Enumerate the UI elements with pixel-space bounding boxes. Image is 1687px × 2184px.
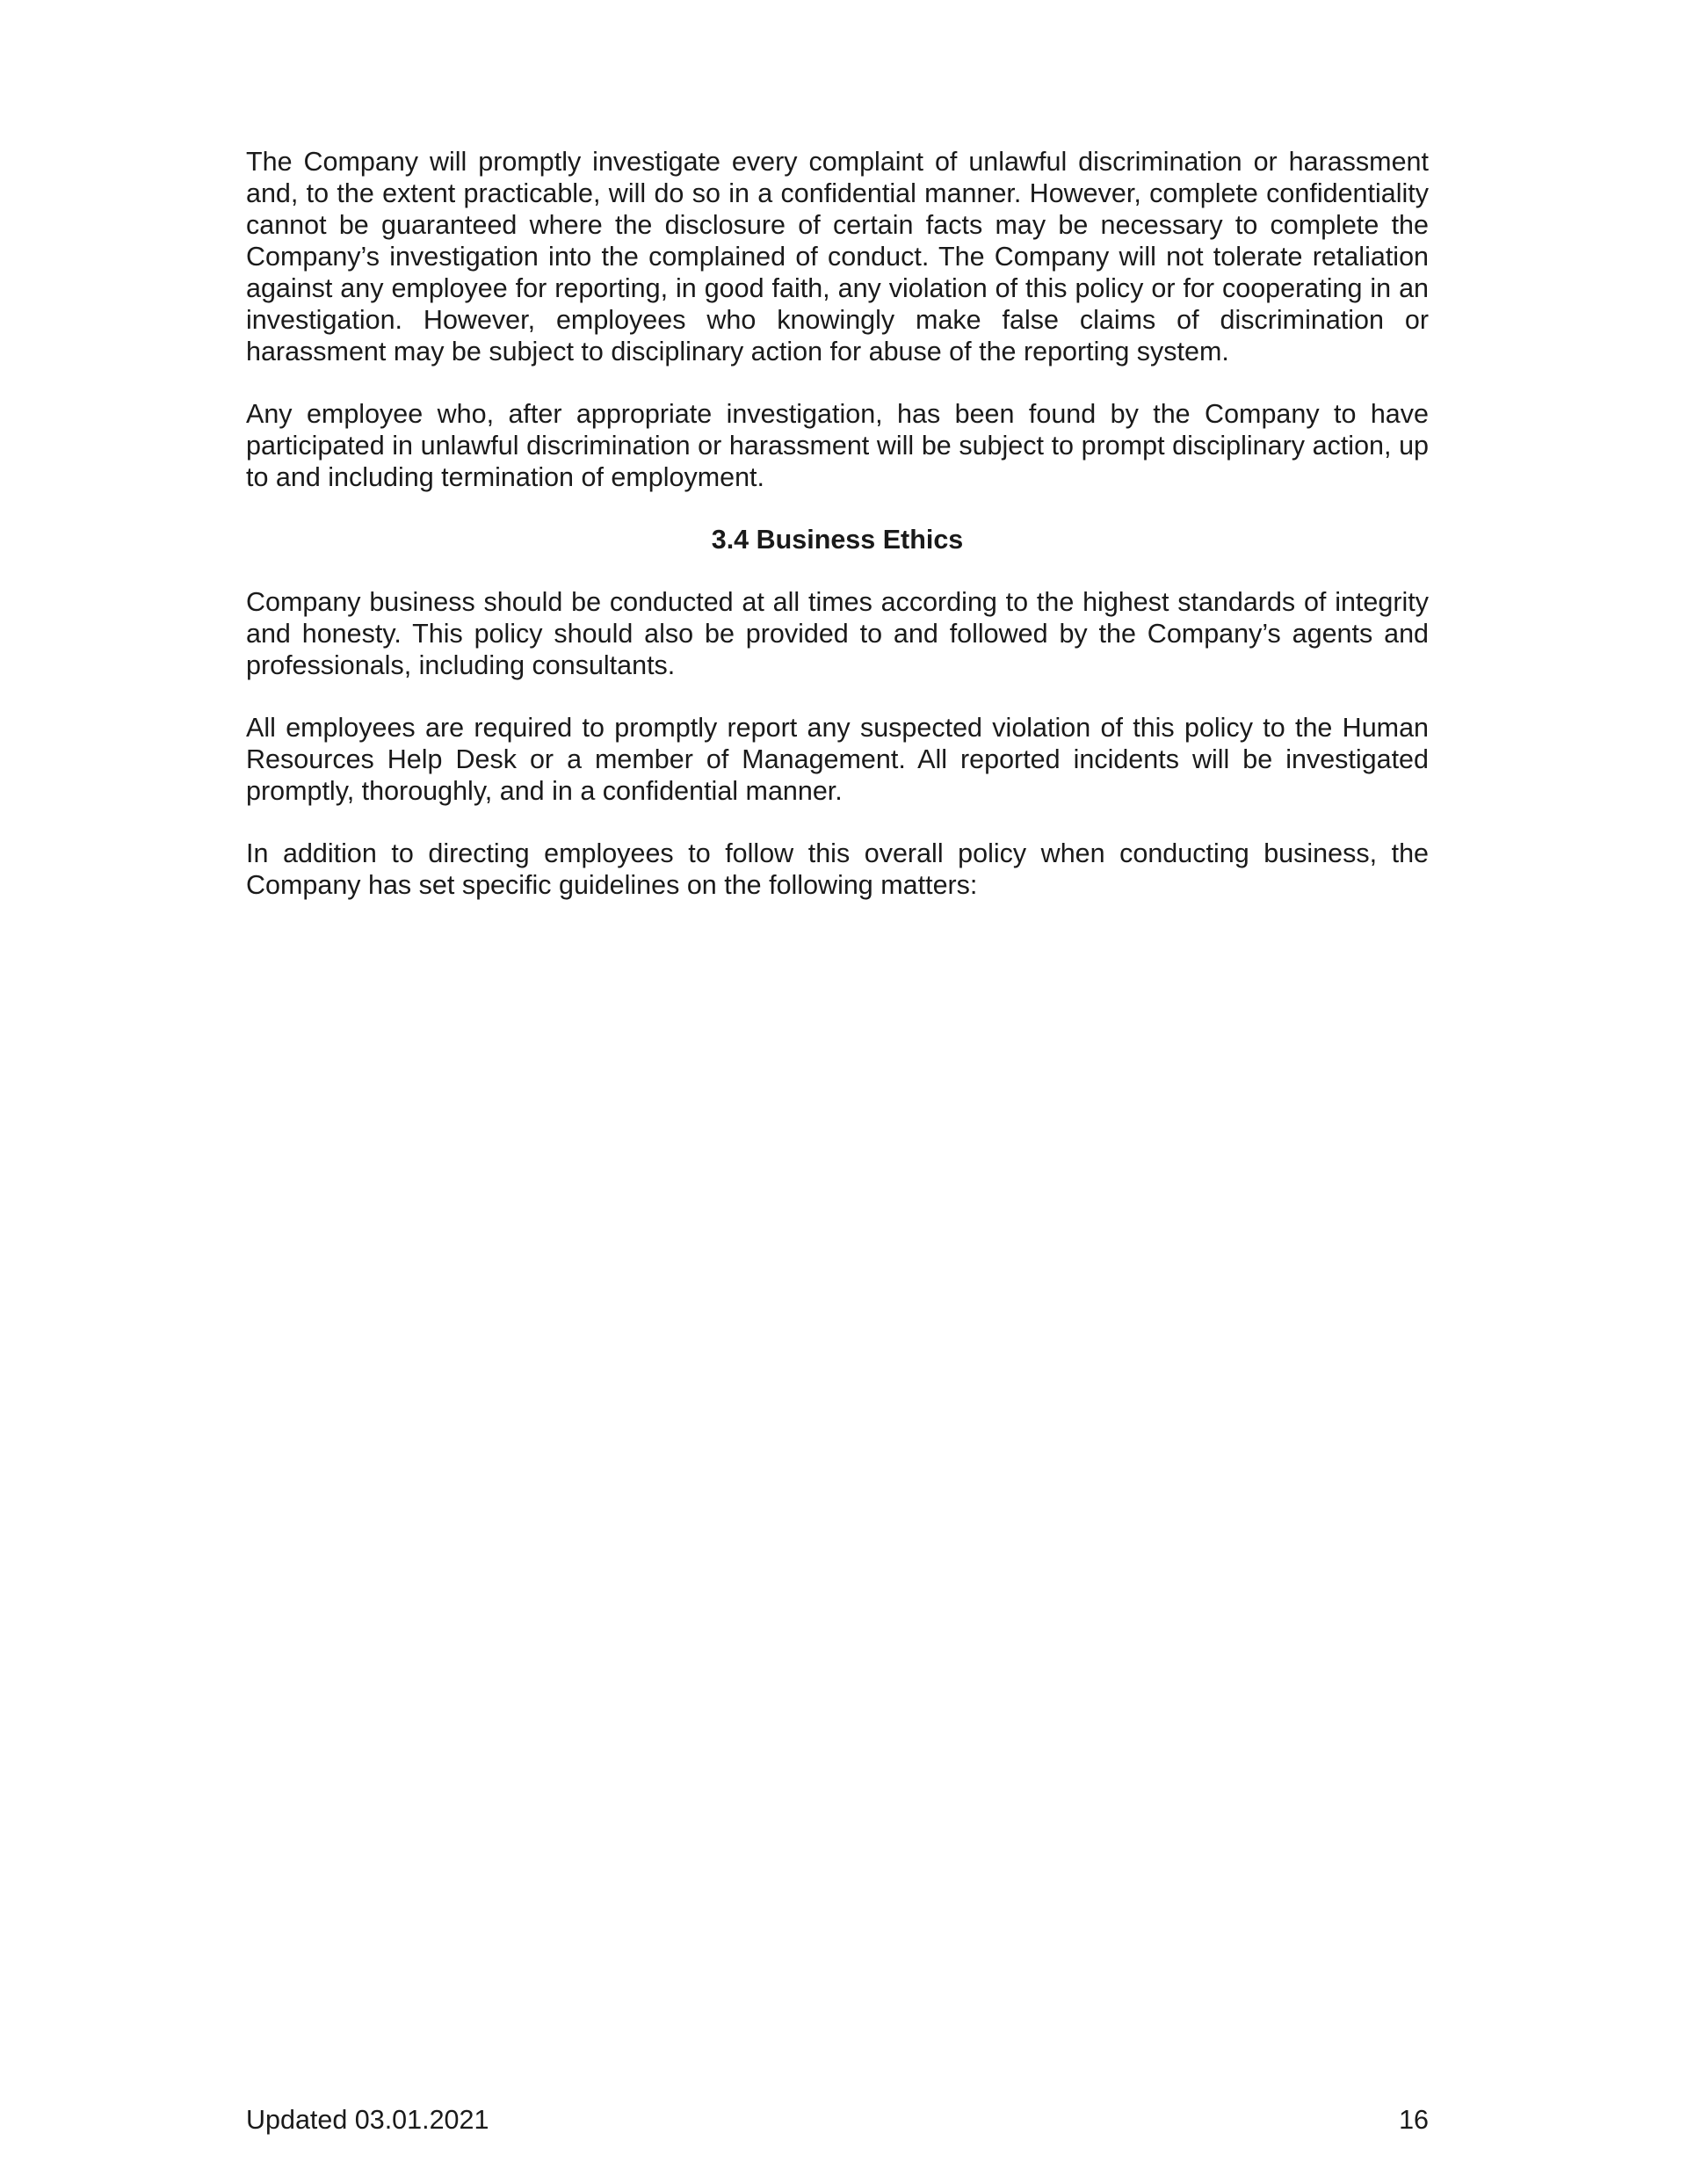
paragraph-reporting: All employees are required to promptly report any suspected violation of this policy to the Human Resources Help Desk or a member of Management. All reported incidents will be investigated promptly, thoroughly, and in a confidential manner. [246,713,1429,806]
document-body [246,146,1429,932]
paragraph-investigation: The Company will promptly investigate every complaint of unlawful discrimination or harassment and, to the extent practicable, will do so in a confidential manner. However, complete confidentiality cannot be guaranteed where the disclosure of certain facts may be necessary to complete the Company’s investigation into the complained of conduct. The Company will not tolerate retaliation against any employee for reporting, in good faith, any violation of this policy or for cooperating in an investigation. However, employees who knowingly make false claims of discrimination or harassment may be subject to disciplinary action for abuse of the reporting system. [246,147,1429,366]
paragraph-disciplinary-action: Any employee who, after appropriate investigation, has been found by the Company to have participated in unlawful discrimination or harassment will be subject to prompt disciplinary action, up to and including termination of employment. [246,399,1429,492]
page-number: 16 [1399,2105,1429,2135]
page-footer [246,2104,1429,2136]
paragraph-guidelines: In addition to directing employees to follow this overall policy when conducting business, the Company has set specific guidelines on the following matters: [246,838,1429,900]
paragraph-integrity: Company business should be conducted at all times according to the highest standards of integrity and honesty. This policy should also be provided to and followed by the Company’s agents and professionals, including consultants. [246,587,1429,680]
section-heading: 3.4 Business Ethics [711,525,964,555]
updated-date: Updated 03.01.2021 [246,2105,489,2135]
